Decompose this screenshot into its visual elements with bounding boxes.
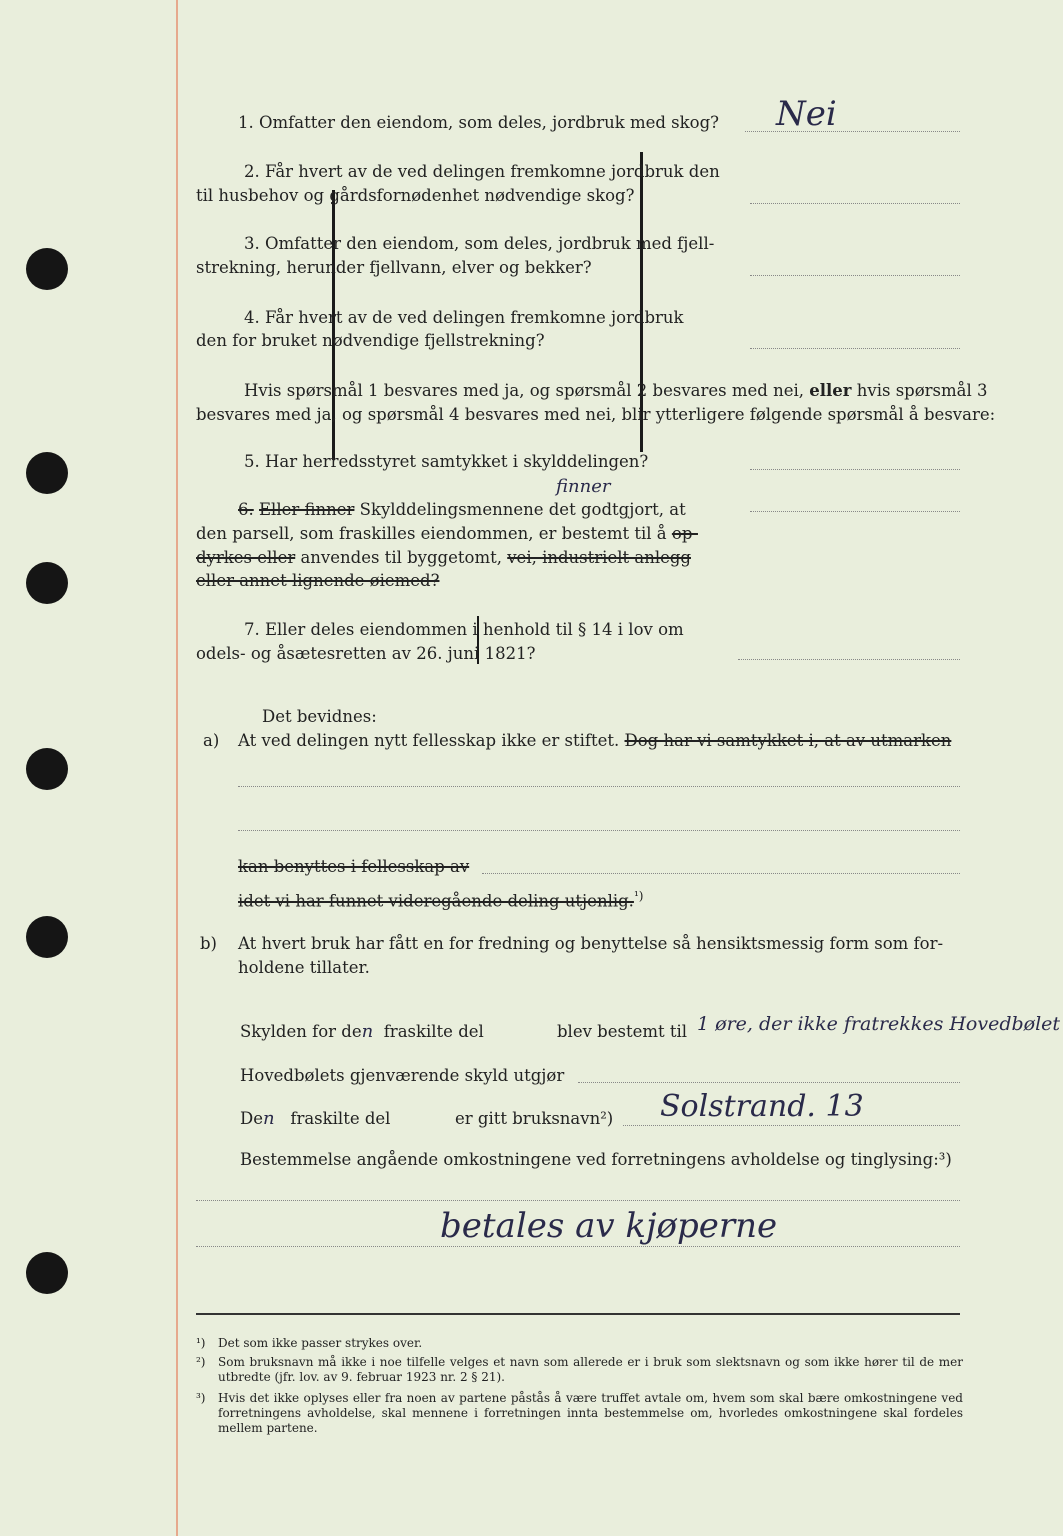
certification-heading: Det bevidnes: xyxy=(262,707,377,726)
hovedbol-label: Hovedbølets gjenværende skyld utgjør xyxy=(240,1066,565,1085)
question-4-line1: 4. Får hvert av de ved delingen fremkomne jordbruk xyxy=(244,308,684,327)
conditional-text-line2: besvares med ja, og spørsmål 4 besvares med nei, blir ytterligere følgende spørsmål å besvare: xyxy=(196,405,996,424)
question-5: 5. Har herredsstyret samtykket i skylddelingen? xyxy=(244,452,649,471)
bruksnavn-value: Solstrand. 13 xyxy=(660,1089,864,1124)
certification-a-text: At ved delingen nytt fellesskap ikke er stiftet. Dog har vi samtykket i, at av utmarken xyxy=(238,731,952,750)
question-3-line2: strekning, herunder fjellvann, elver og bekker? xyxy=(196,258,592,277)
punch-hole xyxy=(26,562,68,604)
question-6-insert: finner xyxy=(556,476,611,497)
question-6-line4: eller annet lignende øiemed? xyxy=(196,571,440,590)
certification-a-struck-line3: idet vi har funnet videregående deling utjenlig.$^{^1)}$ xyxy=(238,889,644,911)
answer-line xyxy=(750,275,960,276)
skyld-label-c: blev bestemt til xyxy=(557,1022,688,1041)
question-2-line2: til husbehov og gårdsfornødenhet nødvendige skog? xyxy=(196,186,635,205)
blank-line xyxy=(238,786,960,787)
question-3-line1: 3. Omfatter den eiendom, som deles, jordbruk med fjell- xyxy=(244,234,715,253)
answer-line xyxy=(738,659,960,660)
question-7-line1: 7. Eller deles eiendommen i henhold til § 14 i lov om xyxy=(244,620,684,639)
question-7-line2: odels- og åsætesretten av 26. juni 1821? xyxy=(196,644,536,663)
bruksnavn-value-line xyxy=(623,1125,960,1126)
question-6-line2: den parsell, som fraskilles eiendommen, er bestemt til å op- xyxy=(196,524,698,543)
margin-line xyxy=(176,0,178,1536)
answer-line xyxy=(750,348,960,349)
certification-a-struck-line2: kan benyttes i fellesskap av xyxy=(238,857,470,876)
question-6-line1: 6. Eller finner Skylddelingsmennene det godtgjort, at xyxy=(238,500,686,519)
blank-line xyxy=(196,1246,960,1247)
punch-hole xyxy=(26,452,68,494)
certification-b-text1: At hvert bruk har fått en for fredning og benyttelse så hensiktsmessig form som for- xyxy=(238,934,944,953)
answer-line xyxy=(750,511,960,512)
answer-line xyxy=(750,469,960,470)
question-1: 1. Omfatter den eiendom, som deles, jordbruk med skog? xyxy=(238,113,719,132)
answer-line xyxy=(750,203,960,204)
blank-line xyxy=(196,1200,960,1201)
question-6-line3: dyrkes eller anvendes til byggetomt, vei, industrielt anlegg xyxy=(196,548,691,567)
bestemmelse-value: betales av kjøperne xyxy=(440,1206,778,1246)
answer-line xyxy=(745,131,960,132)
hovedbol-value-line xyxy=(578,1082,960,1083)
punch-hole xyxy=(26,1252,68,1294)
bestemmelse-label: Bestemmelse angående omkostningene ved forretningens avholdelse og tinglysing:³) xyxy=(240,1150,952,1169)
blank-line xyxy=(482,873,960,874)
bruksnavn-label-c: er gitt bruksnavn²) xyxy=(455,1109,614,1128)
skyld-value: 1 øre, der ikke fratrekkes Hovedbølet xyxy=(697,1013,1061,1035)
blank-line xyxy=(238,830,960,831)
certification-b-label: b) xyxy=(200,934,217,953)
question-2-line1: 2. Får hvert av de ved delingen fremkomne jordbruk den xyxy=(244,162,720,181)
conditional-text-line1: Hvis spørsmål 1 besvares med ja, og spørsmål 2 besvares med nei, eller hvis spørsmål 3 xyxy=(244,381,988,400)
punch-hole xyxy=(26,248,68,290)
certification-a-label: a) xyxy=(203,731,220,750)
bruksnavn-label: Den fraskilte del xyxy=(240,1108,391,1129)
footnote-rule xyxy=(196,1313,960,1315)
question-4-line2: den for bruket nødvendige fjellstrekning? xyxy=(196,331,545,350)
punch-hole xyxy=(26,748,68,790)
certification-b-text2: holdene tillater. xyxy=(238,958,370,977)
skyld-label: Skylden for den fraskilte del xyxy=(240,1021,484,1042)
punch-hole xyxy=(26,916,68,958)
question-1-answer: Nei xyxy=(776,94,837,134)
